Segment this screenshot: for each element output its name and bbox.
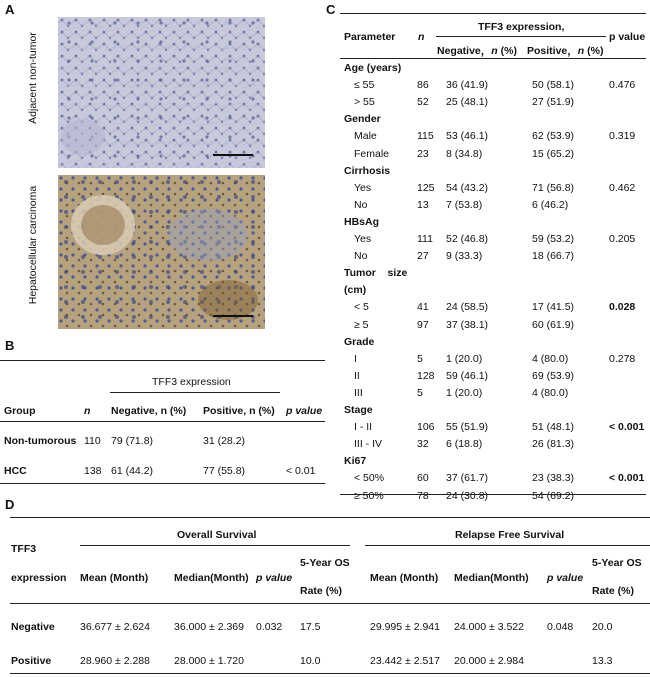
panel-d-os-median-header: Median(Month) bbox=[174, 572, 249, 584]
panel-d-os-title: Overall Survival bbox=[177, 529, 257, 541]
panel-d-os-mean-header: Mean (Month) bbox=[80, 572, 149, 584]
panel-d-rfs-p-header: p value bbox=[547, 572, 584, 584]
panel-c-header-p: p value bbox=[609, 31, 646, 43]
panel-b-group-title: TFF3 expression bbox=[152, 376, 231, 388]
panel-a-letter: A bbox=[5, 2, 15, 17]
panel-d-stub-1: TFF3 bbox=[11, 543, 37, 555]
panel-c-header-negative: Negative，n (%) bbox=[437, 45, 517, 57]
panel-c-letter: C bbox=[326, 2, 336, 17]
micrograph-hepatocellular-carcinoma bbox=[58, 175, 265, 329]
panel-c-header-parameter: Parameter bbox=[344, 31, 396, 43]
panel-d-rfs-rate-header-2: Rate (%) bbox=[592, 585, 635, 597]
panel-a-top-label: Adjacent non-tumor bbox=[27, 32, 39, 124]
panel-c-header-n: n bbox=[418, 31, 425, 43]
panel-b-header-p: p value bbox=[286, 405, 323, 417]
panel-d-rfs-title: Relapse Free Survival bbox=[455, 529, 565, 541]
panel-b-header-positive: Positive, n (%) bbox=[203, 405, 275, 417]
panel-b-header-group: Group bbox=[4, 405, 36, 417]
panel-a-bottom-label: Hepatocellular carcinoma bbox=[27, 185, 39, 305]
panel-d-rfs-rate-header-1: 5-Year OS bbox=[592, 557, 642, 569]
panel-b-header-n: n bbox=[84, 405, 91, 417]
panel-d-os-rate-header-2: Rate (%) bbox=[300, 585, 343, 597]
panel-c-header-group: TFF3 expression, bbox=[478, 21, 565, 33]
panel-b-header-negative: Negative, n (%) bbox=[111, 405, 187, 417]
panel-d-rfs-mean-header: Mean (Month) bbox=[370, 572, 439, 584]
panel-d-stub-2: expression bbox=[11, 572, 67, 584]
panel-b-letter: B bbox=[5, 338, 15, 353]
panel-d-rfs-median-header: Median(Month) bbox=[454, 572, 529, 584]
micrograph-adjacent-non-tumor bbox=[58, 17, 265, 168]
panel-d-os-p-header: p value bbox=[256, 572, 293, 584]
panel-c-header-positive: Positive，n (%) bbox=[527, 45, 604, 57]
panel-d-os-rate-header-1: 5-Year OS bbox=[300, 557, 350, 569]
panel-d-letter: D bbox=[5, 497, 15, 512]
